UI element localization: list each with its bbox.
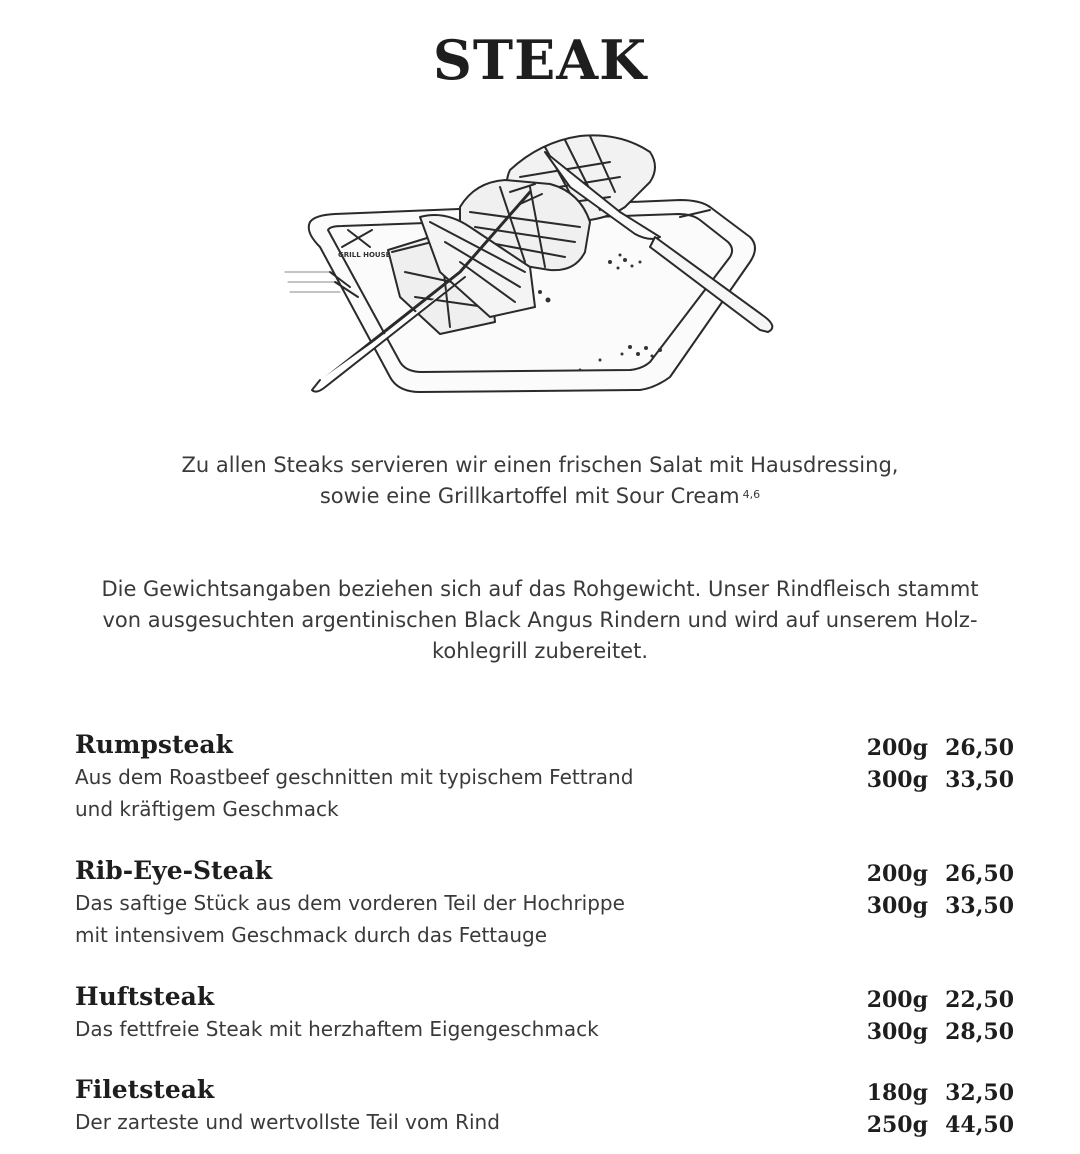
intro-text bbox=[0, 450, 1080, 512]
note-line-1: Die Gewichtsangaben beziehen sich auf das Rohgewicht. Unser Rindfleisch stammt bbox=[101, 577, 979, 601]
weight-note bbox=[60, 574, 1020, 667]
intro-line-1: Zu allen Steaks servieren wir einen frischen Salat mit Hausdressing, bbox=[181, 453, 899, 477]
weight: 300g bbox=[866, 1019, 928, 1045]
item-name: Filetsteak bbox=[75, 1075, 215, 1104]
price-row bbox=[867, 1016, 1014, 1048]
price-row bbox=[867, 858, 1014, 890]
weight: 180g bbox=[866, 1080, 928, 1106]
item-prices bbox=[867, 1077, 1014, 1141]
item-prices bbox=[867, 732, 1014, 796]
price-row bbox=[867, 732, 1014, 764]
price: 26,50 bbox=[945, 735, 1014, 761]
price: 33,50 bbox=[945, 893, 1014, 919]
menu-item-huftsteak bbox=[75, 982, 1020, 1045]
price: 28,50 bbox=[945, 1019, 1014, 1045]
price: 32,50 bbox=[945, 1080, 1014, 1106]
menu-item-rib-eye-steak bbox=[75, 856, 1020, 951]
note-line-3: kohlegrill zubereitet. bbox=[431, 639, 649, 663]
steak-board-illustration bbox=[280, 122, 800, 412]
item-prices bbox=[867, 858, 1014, 922]
price-row bbox=[867, 890, 1014, 922]
item-name: Huftsteak bbox=[75, 982, 215, 1011]
page-title: STEAK bbox=[432, 28, 648, 92]
item-description: Aus dem Roastbeef geschnitten mit typischem Fettrand und kräftigem Geschmack bbox=[75, 765, 634, 821]
item-description: Das fettfreie Steak mit herzhaftem Eigengeschmack bbox=[75, 1017, 599, 1041]
weight: 300g bbox=[866, 893, 928, 919]
note-line-2: von ausgesuchten argentinischen Black Angus Rindern und wird auf unserem Holz- bbox=[102, 608, 978, 632]
weight: 300g bbox=[866, 767, 928, 793]
item-name: Rib-Eye-Steak bbox=[75, 856, 273, 885]
weight: 200g bbox=[866, 861, 928, 887]
price-row bbox=[867, 764, 1014, 796]
intro-line-2: sowie eine Grillkartoffel mit Sour Cream $^{4,6}$ bbox=[319, 484, 761, 508]
price: 26,50 bbox=[945, 861, 1014, 887]
weight: 250g bbox=[866, 1112, 928, 1138]
footnote-marker: 4,6 bbox=[742, 488, 761, 501]
board-logo-text: GRILL HOUSE bbox=[338, 251, 391, 259]
item-description: Das saftige Stück aus dem vorderen Teil der Hochrippe mit intensivem Geschmack durch das Fettauge bbox=[75, 891, 625, 947]
weight: 200g bbox=[866, 987, 928, 1013]
price-row bbox=[867, 984, 1014, 1016]
price: 22,50 bbox=[945, 987, 1014, 1013]
weight: 200g bbox=[866, 735, 928, 761]
menu-item-filetsteak bbox=[75, 1075, 1020, 1138]
price-row bbox=[867, 1077, 1014, 1109]
price: 44,50 bbox=[945, 1112, 1014, 1138]
item-description: Der zarteste und wertvollste Teil vom Rind bbox=[75, 1110, 500, 1134]
menu-item-rumpsteak bbox=[75, 730, 1020, 825]
price-row bbox=[867, 1109, 1014, 1141]
price: 33,50 bbox=[945, 767, 1014, 793]
item-prices bbox=[867, 984, 1014, 1048]
item-name: Rumpsteak bbox=[75, 730, 233, 759]
